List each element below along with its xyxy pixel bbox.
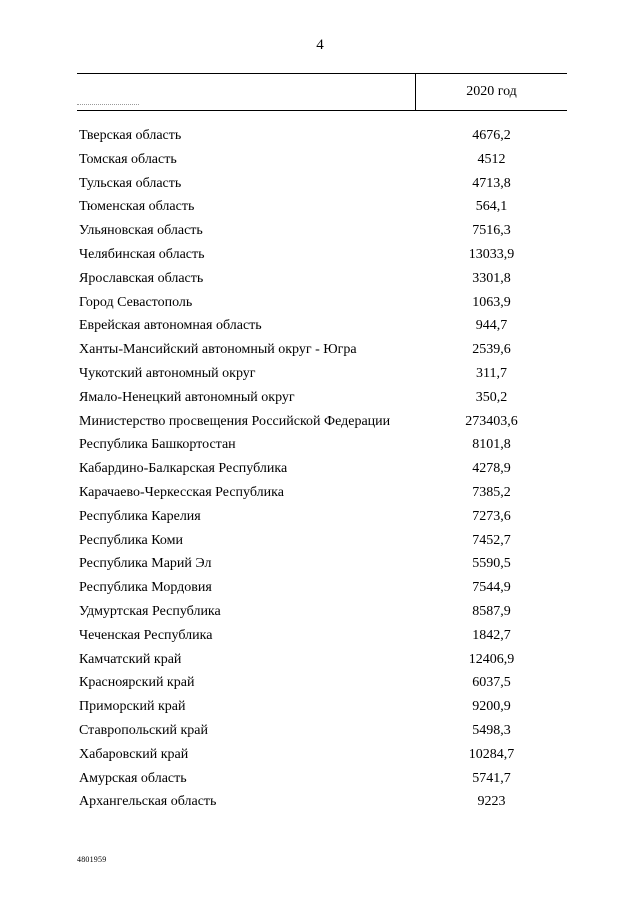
table-row [77,481,567,505]
region-name: Министерство просвещения Российской Федерации [79,413,391,429]
amount-2020: 4512 [477,151,506,167]
amount-2020: 4676,2 [472,128,511,143]
region-name: Республика Башкортостан [79,437,236,453]
region-name: Еврейская автономная область [79,318,262,334]
table-row [77,195,567,219]
amount-2020: 7452,7 [472,532,511,548]
region-name: Город Севастополь [79,294,193,310]
amount-2020: 4278,9 [472,461,511,477]
region-name: Республика Марий Эл [79,556,212,572]
table-row [77,600,567,624]
amount-2020: 10284,7 [468,746,515,762]
amount-2020: 350,2 [475,389,508,405]
page-number: 4 [316,37,324,53]
amount-2020: 8587,9 [472,603,511,619]
table-row [77,576,567,600]
table-row [77,529,567,553]
table-row [77,148,567,172]
table-row [77,743,567,767]
table-row [77,719,567,743]
region-name: Ставропольский край [79,722,208,738]
amount-2020: 944,7 [475,318,508,334]
region-name: Челябинская область [79,246,205,262]
region-name: Республика Карелия [79,508,201,524]
table-row [77,172,567,196]
table-row [77,695,567,719]
amount-2020: 1063,9 [472,294,511,310]
table-body [77,124,567,814]
table-row [77,671,567,695]
table-row [77,124,567,148]
region-name: Архангельская область [79,794,217,810]
table-row [77,243,567,267]
table-row [77,314,567,338]
amount-2020: 7544,9 [472,580,511,596]
region-name: Ханты-Мансийский автономный округ - Югра [79,342,357,358]
table-row [77,648,567,672]
amount-2020: 9223 [477,794,506,810]
region-name: Приморский край [79,699,186,715]
table-row [77,624,567,648]
table-row [77,410,567,434]
amount-2020: 5498,3 [472,722,511,738]
region-name: Тульская область [79,175,182,191]
amount-2020: 311,7 [476,365,507,381]
amount-2020: 8101,8 [472,437,511,453]
table-row [77,362,567,386]
region-name: Ярославская область [79,270,204,286]
amount-2020: 6037,5 [472,675,511,691]
amount-2020: 2539,6 [472,342,511,358]
table-row [77,790,567,814]
amount-2020: 5741,7 [472,770,511,786]
region-name: Томская область [79,151,177,167]
table-row [77,267,567,291]
amount-2020: 9200,9 [472,699,511,715]
table-row [77,767,567,791]
region-name: Тюменская область [79,199,195,215]
amount-2020: 4713,8 [472,175,511,191]
amount-2020: 7273,6 [472,508,511,524]
amount-2020: 7516,3 [472,223,511,239]
amount-2020: 564,1 [475,199,508,215]
region-name: Амурская область [79,770,187,786]
amount-2020: 273403,6 [465,413,518,429]
table-row [77,219,567,243]
table-row [77,457,567,481]
table-row [77,338,567,362]
document-code: 4801959 [77,855,107,864]
table-row [77,505,567,529]
table-row [77,433,567,457]
region-name: Красноярский край [79,675,195,691]
amount-2020: 12406,9 [468,651,515,667]
region-name: Чукотский автономный округ [79,365,256,381]
region-name: Ямало-Ненецкий автономный округ [79,389,295,405]
region-name: Удмуртская Республика [79,603,221,619]
amount-2020: 1842,7 [472,627,511,643]
header-rule [77,104,139,105]
column-header-year: 2020 год [466,84,517,99]
region-name: Республика Мордовия [79,580,212,596]
table-row [77,291,567,315]
region-name: Тверская область [79,128,182,143]
table-row [77,386,567,410]
table-row [77,552,567,576]
region-name: Кабардино-Балкарская Республика [79,461,288,477]
table-header [77,73,567,111]
amount-2020: 7385,2 [472,484,511,500]
region-name: Камчатский край [79,651,182,667]
region-name: Республика Коми [79,532,183,548]
amount-2020: 13033,9 [468,246,515,262]
region-name: Чеченская Республика [79,627,213,643]
region-name: Карачаево-Черкесская Республика [79,484,284,500]
region-name: Хабаровский край [79,746,189,762]
amount-2020: 5590,5 [472,556,511,572]
amount-2020: 3301,8 [472,270,511,286]
region-name: Ульяновская область [79,223,203,239]
